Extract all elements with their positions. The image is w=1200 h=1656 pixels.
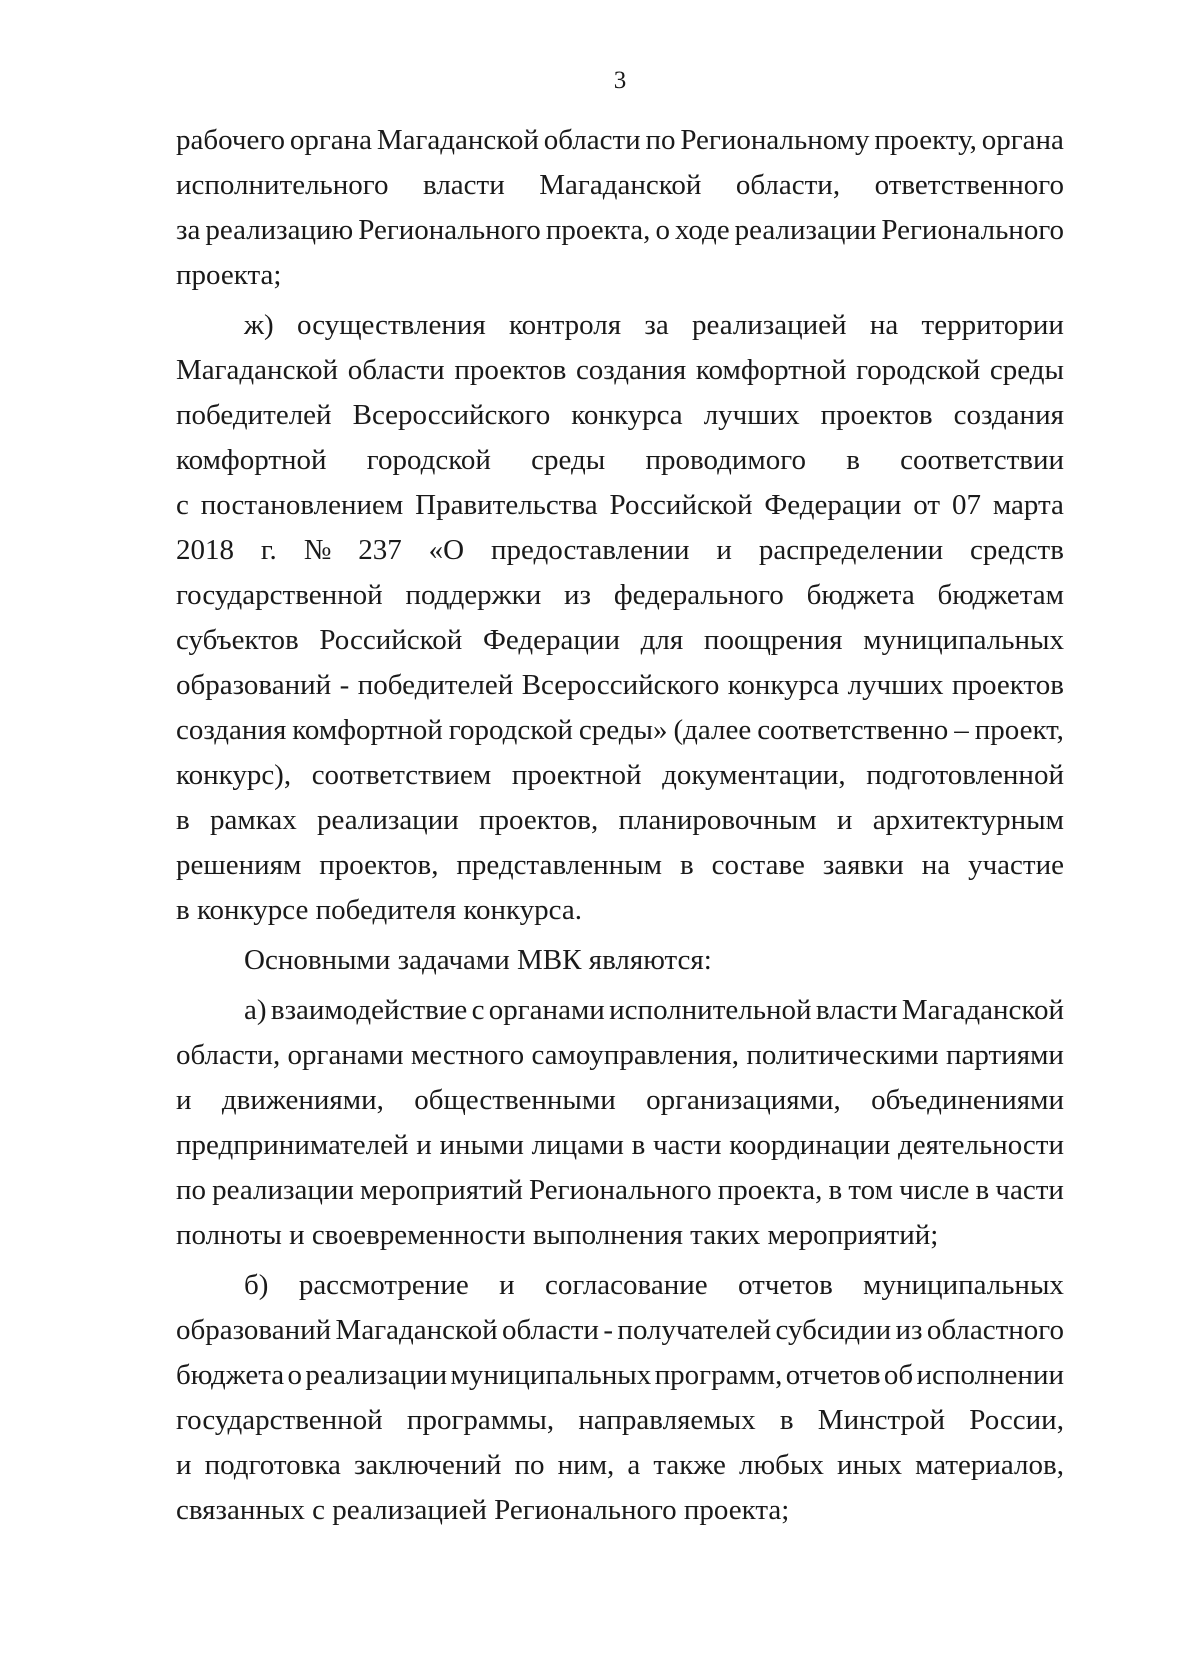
word: проектов — [454, 354, 567, 386]
word: субъектов — [176, 624, 299, 656]
text-line — [176, 303, 1064, 348]
word: с — [471, 994, 485, 1026]
word: реализации — [212, 1174, 354, 1206]
word: в — [975, 1174, 990, 1206]
word: муниципальных — [863, 1269, 1064, 1301]
word: области — [543, 124, 641, 156]
word: числе — [899, 1174, 970, 1206]
word: комфортной — [695, 354, 847, 386]
word: Магаданской — [376, 124, 539, 156]
body-text — [176, 118, 1064, 1533]
word: из — [895, 1314, 923, 1346]
word: 2018 — [176, 534, 234, 566]
word: муниципальных — [863, 624, 1064, 656]
word: по — [176, 1174, 207, 1206]
word: среды» — [578, 714, 668, 746]
text-line — [176, 1398, 1064, 1443]
word: государственной — [176, 579, 383, 611]
word: мероприятий — [360, 1174, 523, 1206]
word: документации, — [662, 759, 846, 791]
word: Российской — [319, 624, 463, 656]
word: Всероссийского — [521, 669, 720, 701]
word: предоставлении — [491, 534, 690, 566]
word: в — [779, 1404, 794, 1436]
word: бюджета — [806, 579, 915, 611]
word: и — [499, 1269, 515, 1301]
word: отчетов — [738, 1269, 833, 1301]
word: предпринимателей — [176, 1129, 409, 1161]
word: областного — [926, 1314, 1064, 1346]
word: муниципальных — [450, 1359, 652, 1391]
word: средств — [970, 534, 1064, 566]
word: конкурса — [571, 399, 683, 431]
word: архитектурным — [872, 804, 1064, 836]
word: контроля — [508, 309, 622, 341]
word: иными — [439, 1129, 524, 1161]
word: проекта, — [545, 214, 651, 246]
word: Российской — [609, 489, 753, 521]
word: проектов — [951, 669, 1064, 701]
word: реализацию — [205, 214, 354, 246]
word: б) — [244, 1269, 269, 1301]
word: власти — [815, 994, 898, 1026]
word: проектной — [511, 759, 642, 791]
word: в — [828, 1174, 843, 1206]
text-line — [176, 1123, 1064, 1168]
word: исполнительной — [609, 994, 812, 1026]
word: соответствием — [311, 759, 492, 791]
word: получателей — [617, 1314, 772, 1346]
word: исполнении — [916, 1359, 1064, 1391]
word: – — [954, 714, 969, 746]
text-line — [176, 1263, 1064, 1308]
word: по — [645, 124, 676, 156]
word: об — [883, 1359, 914, 1391]
word: деятельности — [897, 1129, 1064, 1161]
word: подготовка — [204, 1449, 341, 1481]
word: материалов, — [915, 1449, 1064, 1481]
word: также — [653, 1449, 726, 1481]
word: проекта, — [717, 1174, 823, 1206]
text-line — [176, 753, 1064, 798]
word: власти — [423, 169, 505, 201]
word: Федерации — [483, 624, 620, 656]
text-line: Основными задачами МВК являются: — [244, 944, 712, 976]
word: взаимодействие — [270, 994, 468, 1026]
word: реализацией — [691, 309, 847, 341]
word: реализации — [734, 214, 877, 246]
word: в — [176, 804, 190, 836]
word: рабочего — [176, 124, 286, 156]
word: заявки — [822, 849, 904, 881]
word: победителей — [176, 399, 332, 431]
text-line — [176, 118, 1064, 163]
text-line: связанных с реализацией Регионального проекта; — [176, 1494, 790, 1526]
word: организациями, — [646, 1084, 841, 1116]
word: из — [564, 579, 592, 611]
word: а) — [244, 994, 267, 1026]
page-number: 3 — [613, 67, 627, 94]
word: органа — [289, 124, 372, 156]
text-line — [176, 1443, 1064, 1488]
text-line: полноты и своевременности выполнения таких мероприятий; — [176, 1219, 939, 1251]
word: в — [846, 444, 860, 476]
word: бюджета — [176, 1359, 285, 1391]
word: том — [848, 1174, 893, 1206]
word: постановлением — [200, 489, 404, 521]
word: и — [716, 534, 732, 566]
word: образований — [176, 1314, 332, 1346]
word: части — [653, 1129, 722, 1161]
text-line — [176, 393, 1064, 438]
word: проектов, — [319, 849, 439, 881]
word: федерального — [613, 579, 784, 611]
text-line — [176, 208, 1064, 253]
word: и — [176, 1084, 192, 1116]
word: программ, — [654, 1359, 783, 1391]
word: победителей — [357, 669, 514, 701]
word: создания — [953, 399, 1064, 431]
word: о — [287, 1359, 303, 1391]
text-line: в конкурсе победителя конкурса. — [176, 894, 583, 926]
word: лицами — [531, 1129, 624, 1161]
word: - — [339, 669, 350, 701]
word: о — [655, 214, 670, 246]
word: государственной — [176, 1404, 383, 1436]
word: с — [176, 489, 189, 521]
word: городской — [448, 714, 573, 746]
word: Регионального — [529, 1174, 712, 1206]
word: координации — [729, 1129, 891, 1161]
word: решениям — [176, 849, 302, 881]
word: комфортной — [292, 714, 443, 746]
word: рассмотрение — [298, 1269, 469, 1301]
text-line — [176, 163, 1064, 208]
word: в — [631, 1129, 646, 1161]
word: марта — [992, 489, 1064, 521]
word: Правительства — [415, 489, 598, 521]
word: ж) — [244, 309, 274, 341]
word: общественными — [414, 1084, 616, 1116]
word: бюджетам — [937, 579, 1064, 611]
word: среды — [989, 354, 1064, 386]
word: области — [347, 354, 445, 386]
word: на — [869, 309, 899, 341]
word: поддержки — [405, 579, 542, 611]
word: 237 — [358, 534, 402, 566]
word: «О — [428, 534, 465, 566]
text-line — [176, 1078, 1064, 1123]
word: поощрения — [703, 624, 843, 656]
word: от — [913, 489, 941, 521]
text-line — [176, 573, 1064, 618]
word: (далее — [673, 714, 752, 746]
text-line — [176, 843, 1064, 888]
word: лучших — [703, 399, 800, 431]
word: за — [176, 214, 201, 246]
word: по — [514, 1449, 545, 1481]
word: органами — [488, 994, 605, 1026]
word: реализации — [305, 1359, 448, 1391]
word: заключений — [353, 1449, 502, 1481]
word: и — [836, 804, 853, 836]
word: движениями, — [221, 1084, 384, 1116]
word: части — [995, 1174, 1064, 1206]
word: направляемых — [578, 1404, 756, 1436]
word: за — [644, 309, 669, 341]
word: области — [502, 1314, 599, 1346]
word: Магаданской — [335, 1314, 498, 1346]
word: органа — [981, 124, 1064, 156]
word: Магаданской — [176, 354, 339, 386]
text-line — [176, 708, 1064, 753]
word: территории — [921, 309, 1064, 341]
word: объединениями — [871, 1084, 1064, 1116]
word: планировочным — [618, 804, 817, 836]
text-line — [176, 663, 1064, 708]
text-line: проекта; — [176, 259, 282, 291]
word: области, — [176, 1039, 281, 1071]
word: отчетов — [785, 1359, 881, 1391]
word: в — [679, 849, 694, 881]
word: создания — [575, 354, 687, 386]
text-line — [176, 528, 1064, 573]
text-line — [176, 438, 1064, 483]
word: рамках — [209, 804, 297, 836]
word: проекту, — [874, 124, 977, 156]
word: осуществления — [296, 309, 486, 341]
word: 07 — [951, 489, 981, 521]
word: лучших — [847, 669, 944, 701]
word: комфортной — [176, 444, 327, 476]
word: № — [303, 534, 332, 566]
word: проектов — [820, 399, 933, 431]
word: подготовленной — [866, 759, 1064, 791]
word: г. — [260, 534, 277, 566]
word: программы, — [406, 1404, 555, 1436]
word: иных — [836, 1449, 902, 1481]
word: конкурса — [727, 669, 840, 701]
word: субсидии — [775, 1314, 892, 1346]
word: а — [627, 1449, 641, 1481]
word: местного — [410, 1039, 525, 1071]
word: ним, — [557, 1449, 615, 1481]
word: соответственно — [757, 714, 949, 746]
word: любых — [738, 1449, 824, 1481]
word: Минстрой — [817, 1404, 946, 1436]
text-line — [176, 348, 1064, 393]
word: России, — [969, 1404, 1064, 1436]
word: для — [640, 624, 684, 656]
word: проектов, — [479, 804, 599, 836]
text-line — [176, 1033, 1064, 1078]
word: представленным — [456, 849, 662, 881]
text-line — [176, 1168, 1064, 1213]
word: и — [176, 1449, 192, 1481]
word: реализации — [317, 804, 459, 836]
word: соответствии — [900, 444, 1064, 476]
word: среды — [531, 444, 606, 476]
text-line — [176, 618, 1064, 663]
word: Региональному — [680, 124, 870, 156]
word: согласование — [545, 1269, 708, 1301]
word: политическими — [746, 1039, 939, 1071]
text-line — [176, 798, 1064, 843]
text-line — [176, 1308, 1064, 1353]
word: ходе — [674, 214, 730, 246]
text-line — [176, 1353, 1064, 1398]
word: самоуправления, — [531, 1039, 739, 1071]
text-line — [176, 988, 1064, 1033]
word: Регионального — [881, 214, 1064, 246]
word: распределении — [758, 534, 944, 566]
word: Регионального — [358, 214, 541, 246]
word: Магаданской — [539, 169, 702, 201]
word: партиями — [946, 1039, 1064, 1071]
word: конкурс), — [176, 759, 292, 791]
word: - — [603, 1314, 614, 1346]
word: составе — [711, 849, 805, 881]
word: проводимого — [645, 444, 806, 476]
word: области, — [735, 169, 841, 201]
word: городской — [856, 354, 981, 386]
word: исполнительного — [176, 169, 389, 201]
text-line — [176, 483, 1064, 528]
word: образований — [176, 669, 332, 701]
word: и — [416, 1129, 432, 1161]
word: городской — [366, 444, 491, 476]
word: Всероссийского — [352, 399, 551, 431]
word: на — [921, 849, 951, 881]
word: Федерации — [764, 489, 902, 521]
word: ответственного — [874, 169, 1064, 201]
word: участие — [968, 849, 1064, 881]
word: органами — [287, 1039, 404, 1071]
word: проект, — [974, 714, 1064, 746]
word: Магаданской — [901, 994, 1064, 1026]
word: создания — [176, 714, 287, 746]
